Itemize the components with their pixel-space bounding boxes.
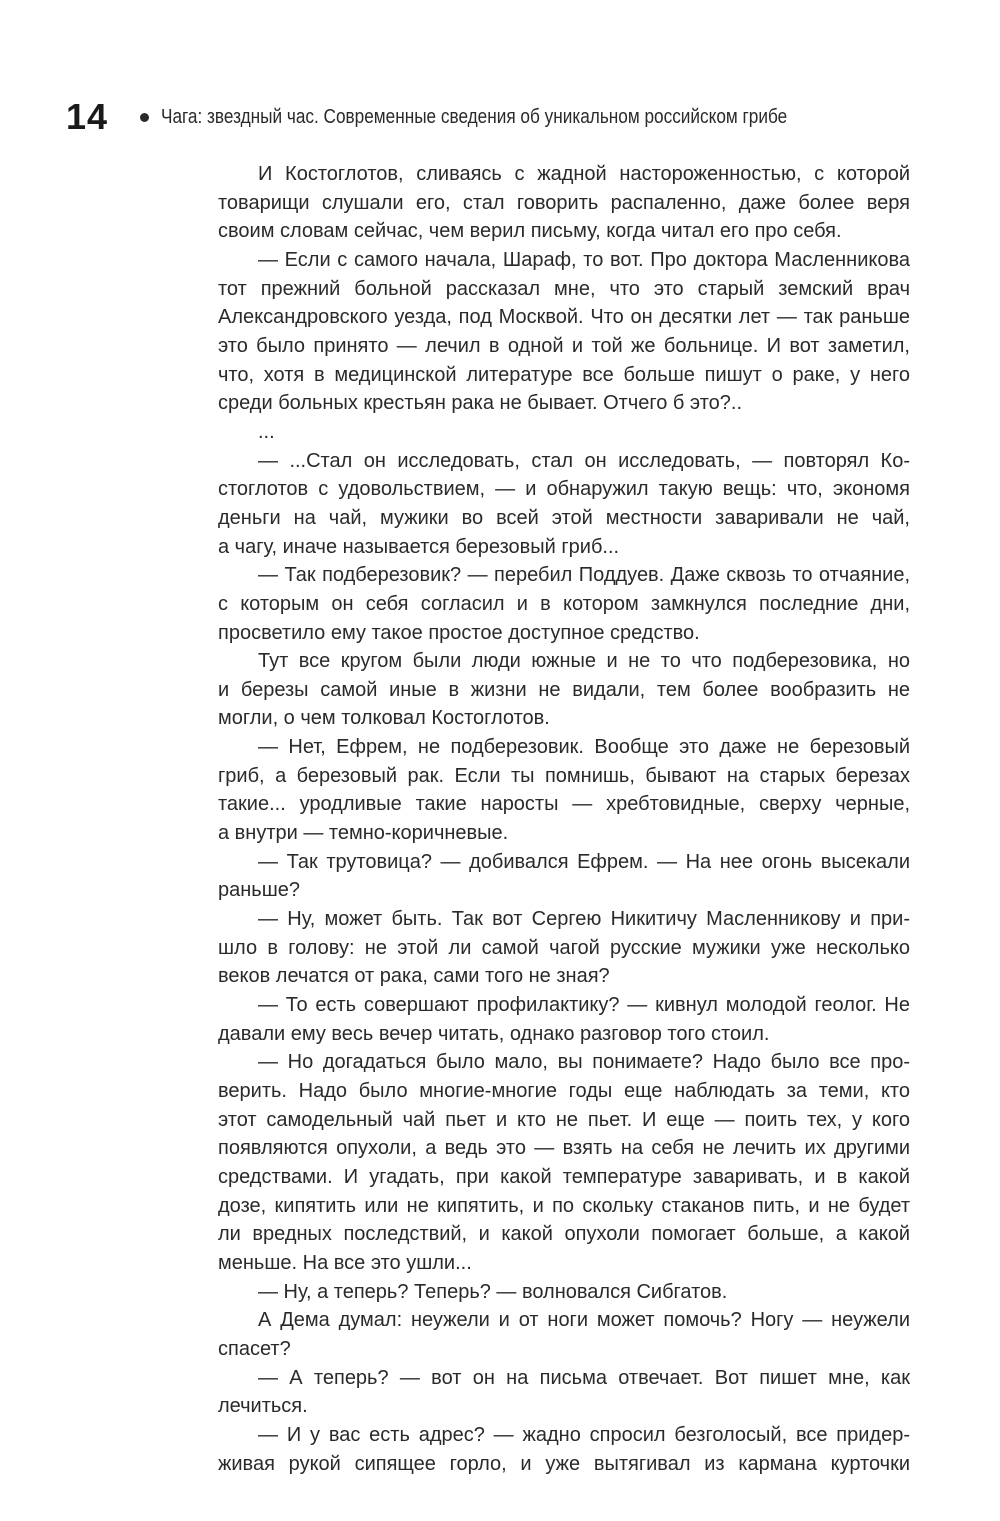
paragraph	[218, 733, 910, 848]
body-text	[218, 160, 910, 1478]
paragraph	[218, 1278, 910, 1307]
text-line: лечиться.	[218, 1395, 308, 1418]
text-line: это было принято — лечил в одной и той же больнице. И вот заметил,	[218, 334, 910, 357]
paragraph	[218, 991, 910, 1048]
text-line: — Так подберезовик? — перебил Поддуев. Даже сквозь то отчаяние,	[258, 564, 910, 587]
text-line: могли, о чем толковал Костоглотов.	[218, 707, 550, 730]
paragraph	[218, 1364, 910, 1421]
text-line: А Дема думал: неужели и от ноги может помочь? Ногу — неужели	[258, 1309, 910, 1332]
text-line: деньги на чай, мужики во всей этой местности заваривали не чай,	[218, 506, 910, 529]
text-line: стоглотов с удовольствием, — и обнаружил такую вещь: что, экономя	[218, 478, 910, 501]
text-line: гриб, а березовый рак. Если ты помнишь, бывают на старых березах	[218, 764, 910, 787]
text-line: веков лечатся от рака, сами того не зная?	[218, 965, 610, 988]
page-number: 14	[66, 96, 109, 137]
paragraph	[218, 447, 910, 562]
paragraph	[218, 1306, 910, 1363]
text-line: средствами. И угадать, при какой температуре заваривать, и в какой	[218, 1165, 910, 1188]
running-header	[66, 96, 889, 138]
text-line: — Если с самого начала, Шараф, то вот. Про доктора Масленникова	[258, 248, 910, 271]
paragraph	[218, 561, 910, 647]
text-line: — Нет, Ефрем, не подберезовик. Вообще это даже не березовый	[258, 736, 910, 759]
text-line: такие... уродливые такие наросты — хребтовидные, сверху черные,	[218, 793, 910, 816]
paragraph	[218, 848, 910, 905]
text-line: — А теперь? — вот он на письма отвечает. Вот пишет мне, как	[258, 1366, 910, 1389]
text-line: дозе, кипятить или не кипятить, и по скольку стаканов пить, и не будет	[218, 1194, 910, 1217]
text-line: — Ну, может быть. Так вот Сергею Никитичу Масленникову и при-	[258, 908, 910, 931]
text-line: и березы самой иные в жизни не видали, тем более вообразить не	[218, 678, 910, 701]
text-line: раньше?	[218, 879, 301, 902]
text-line: среди больных крестьян рака не бывает. Отчего б это?..	[218, 392, 742, 415]
text-line: Александровского уезда, под Москвой. Что он десятки лет — так раньше	[218, 306, 910, 329]
text-line: И Костоглотов, сливаясь с жадной настороженностью, с которой	[258, 163, 910, 185]
text-line: появляются опухоли, а ведь это — взять на себя не лечить их другими	[218, 1137, 910, 1160]
text-line: — То есть совершают профилактику? — кивнул молодой геолог. Не	[258, 994, 910, 1017]
text-line: тот прежний больной рассказал мне, что это старый земский врач	[218, 277, 910, 300]
paragraph	[218, 246, 910, 418]
text-line: просветило ему такое простое доступное средство.	[218, 621, 700, 644]
text-line: живая рукой сипящее горло, и уже вытягивал из кармана курточки	[218, 1452, 910, 1475]
text-line: а внутри — темно-коричневые.	[218, 822, 509, 845]
text-line: товарищи слушали его, стал говорить распаленно, даже более веря	[218, 191, 910, 214]
text-line: Тут все кругом были люди южные и не то что подберезовика, но	[258, 650, 910, 673]
text-line: меньше. На все это ушли...	[218, 1251, 472, 1274]
bullet-separator	[140, 113, 149, 122]
text-line: что, хотя в медицинской литературе все больше пишут о раке, у него	[218, 363, 910, 386]
paragraph	[218, 905, 910, 991]
text-line: своим словам сейчас, чем верил письму, когда читал его про себя.	[218, 220, 842, 243]
text-line: — ...Стал он исследовать, стал он исследовать, — повторял Ко-	[258, 449, 910, 472]
paragraph	[218, 160, 910, 246]
paragraph	[218, 1048, 910, 1277]
paragraph	[218, 647, 910, 733]
text-line: ...	[258, 420, 275, 443]
text-line: с которым он себя согласил и в котором замкнулся последние дни,	[218, 592, 910, 615]
text-line: верить. Надо было многие-многие годы еще наблюдать за теми, кто	[218, 1080, 910, 1102]
text-line: — Так трутовица? — добивался Ефрем. — На нее огонь высекали	[258, 850, 910, 873]
running-title: Чага: звездный час. Современные сведения об уникальном российском грибе	[161, 105, 788, 128]
text-line: — Но догадаться было мало, вы понимаете? Надо было все про-	[258, 1051, 910, 1074]
text-line: этот самодельный чай пьет и кто не пьет. И еще — поить тех, у кого	[218, 1108, 910, 1131]
text-line: давали ему весь вечер читать, однако разговор того стоил.	[218, 1022, 770, 1045]
text-line: а чагу, иначе называется березовый гриб...	[218, 535, 620, 558]
text-line: — Ну, а теперь? Теперь? — волновался Сибгатов.	[258, 1280, 728, 1303]
paragraph	[218, 418, 910, 447]
text-line: — И у вас есть адрес? — жадно спросил безголосый, все придер-	[258, 1423, 910, 1446]
text-line: ли вредных последствий, и какой опухоли помогает больше, а какой	[218, 1223, 910, 1246]
paragraph	[218, 1421, 910, 1478]
text-line: спасет?	[218, 1337, 291, 1360]
text-line: шло в голову: не этой ли самой чагой русские мужики уже несколько	[218, 936, 910, 959]
